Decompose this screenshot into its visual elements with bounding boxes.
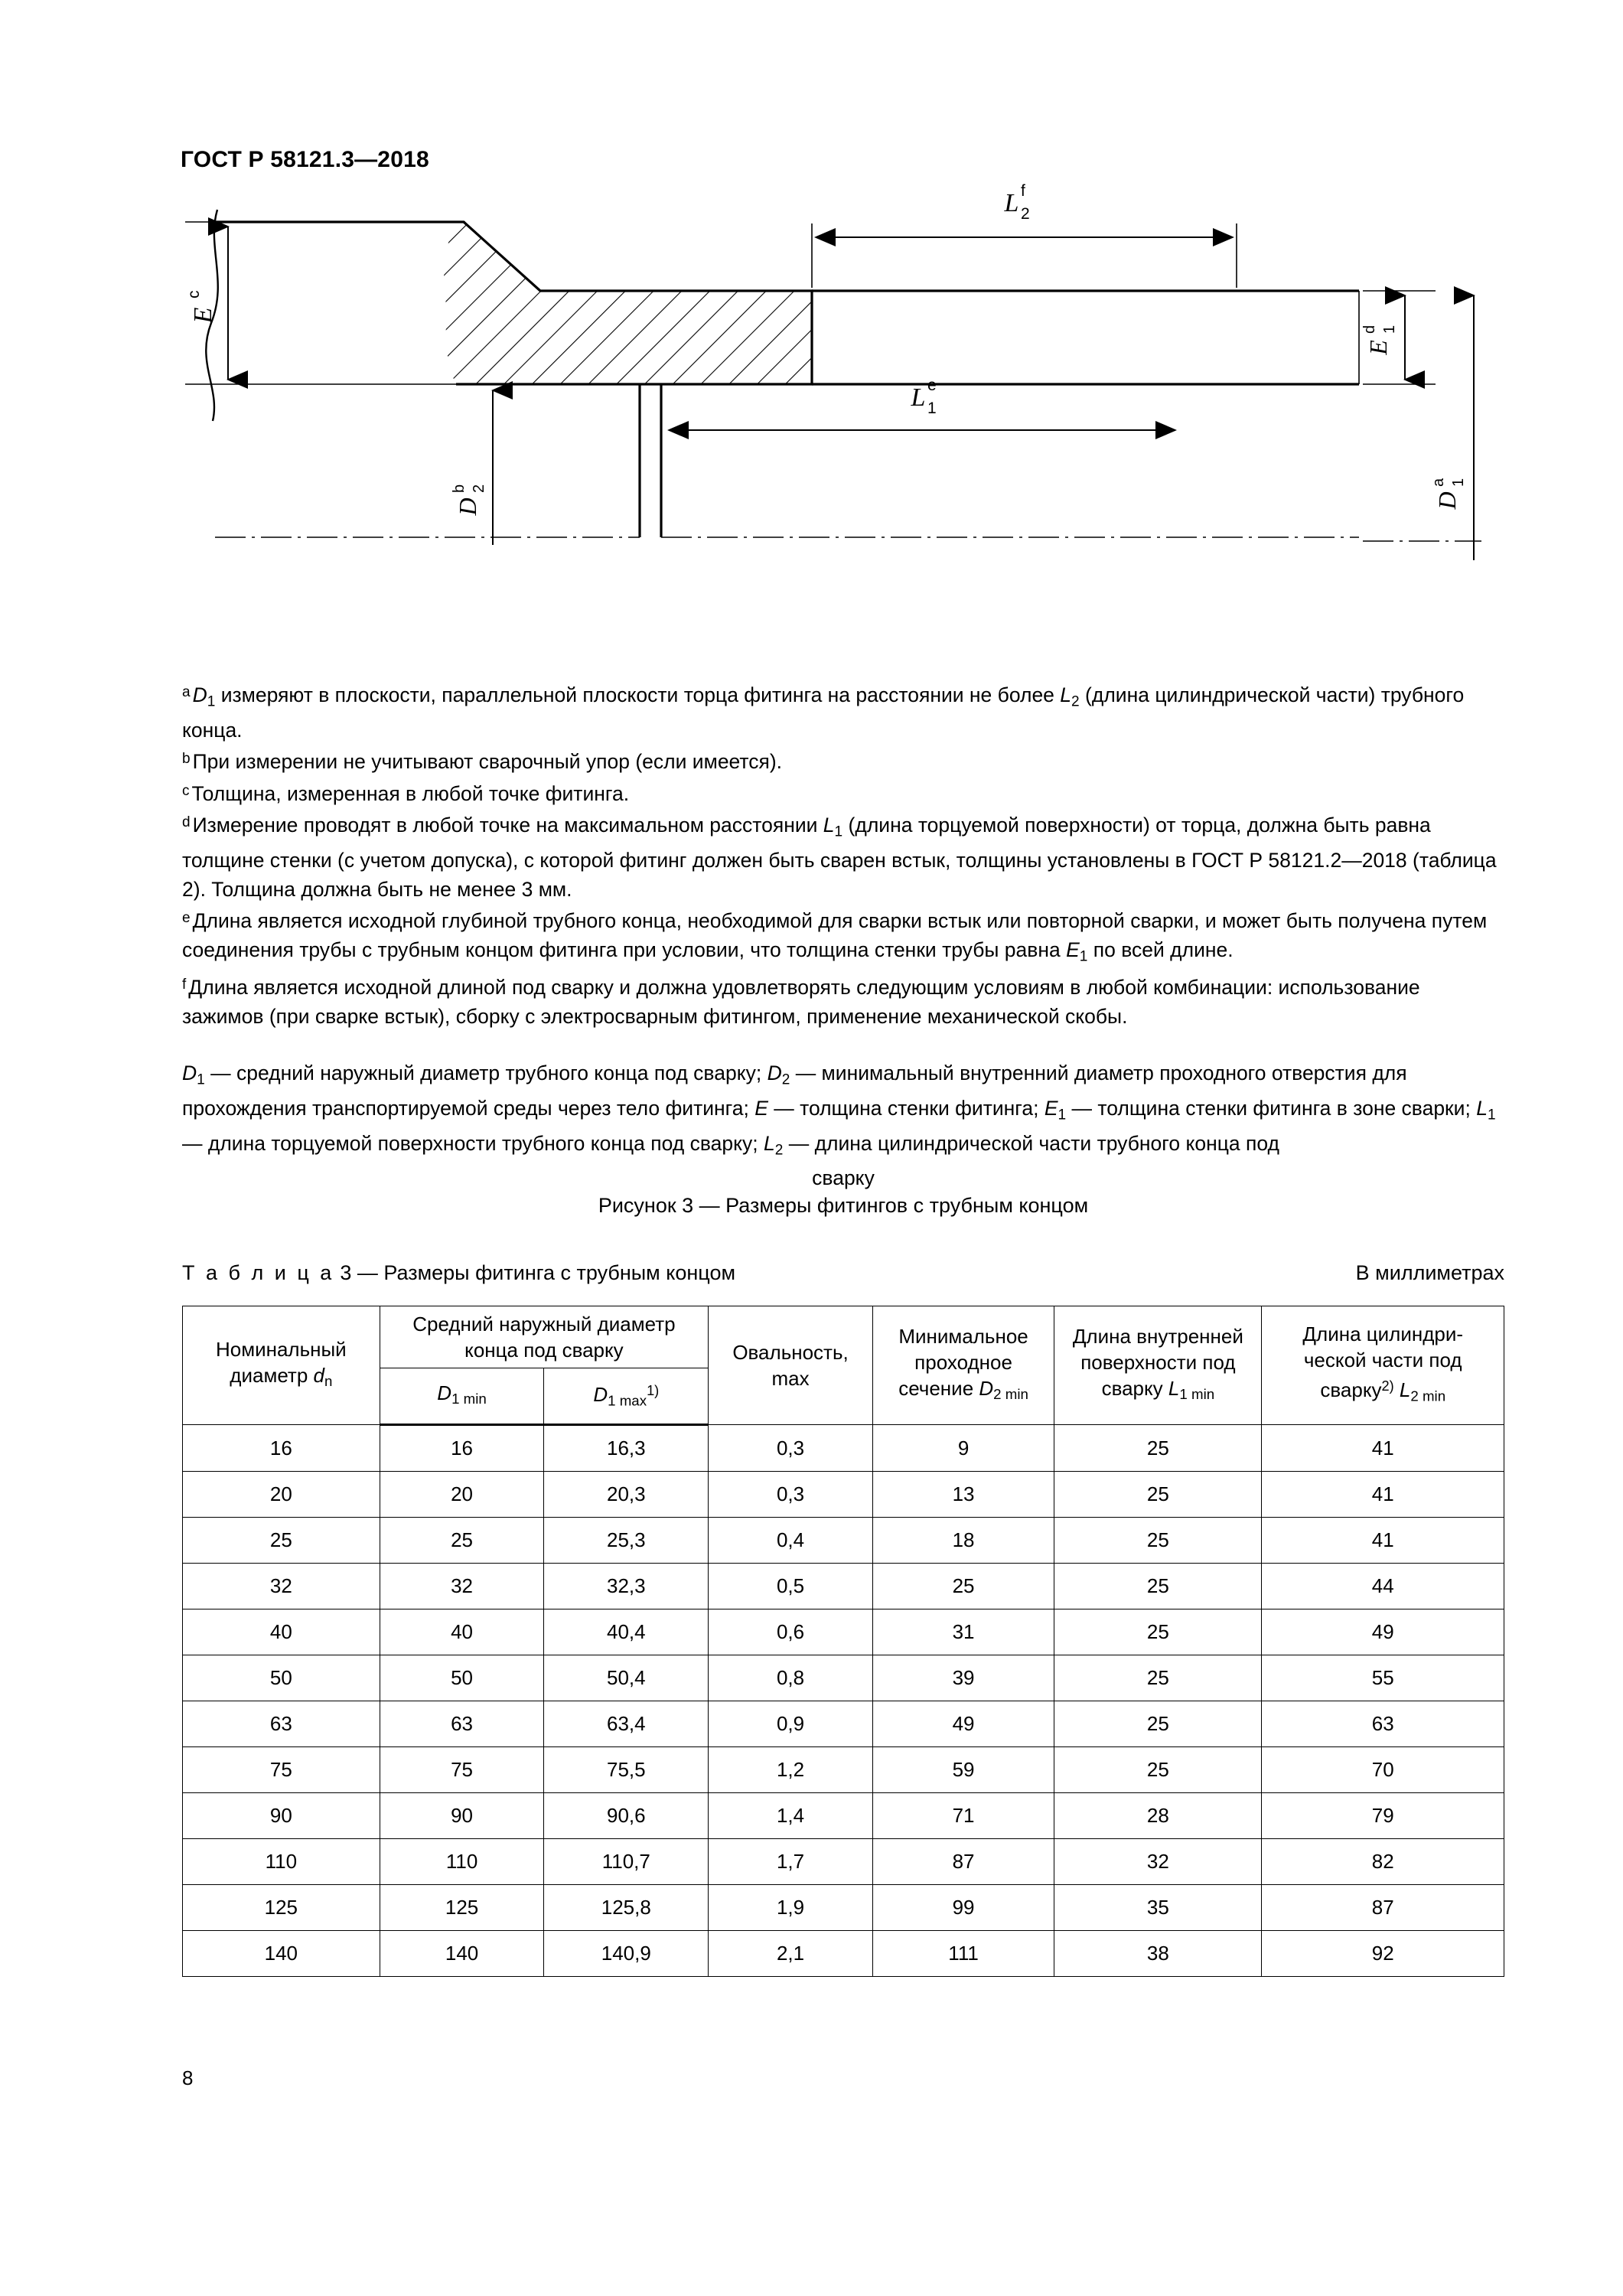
footnote-e xyxy=(182,904,1504,970)
table-cell: 41 xyxy=(1262,1518,1504,1564)
table-cell: 0,3 xyxy=(709,1472,873,1518)
table-title-text: — Размеры фитинга с трубным концом xyxy=(357,1261,736,1284)
table-row xyxy=(183,1885,1504,1931)
table-cell: 25 xyxy=(380,1518,544,1564)
table-row xyxy=(183,1425,1504,1472)
table-cell: 50,4 xyxy=(544,1655,709,1701)
table-row xyxy=(183,1701,1504,1747)
table-cell: 31 xyxy=(872,1609,1054,1655)
table-cell: 90 xyxy=(380,1793,544,1839)
table-cell: 39 xyxy=(872,1655,1054,1701)
table-cell: 87 xyxy=(872,1839,1054,1885)
col-header-ovality xyxy=(709,1306,873,1425)
dimension-label-E1 xyxy=(1361,325,1398,356)
svg-text:E: E xyxy=(1364,340,1392,355)
table-cell: 63,4 xyxy=(544,1701,709,1747)
col-header-cyl-line2: ческой части под xyxy=(1303,1349,1462,1372)
footnote-text-d: Измерение проводят в любой точке на максимальном расстоянии $L_1$ (длина торцуемой поверхности) от торца, должна быть равна толщине стенки (с учетом допуска), с которой фитинг должен быть сварен встык, толщины установлены в ГОСТ Р 58121.2—2018 (таблица 2). Толщина должна быть не менее 3 мм. xyxy=(182,814,1497,901)
table-cell: 28 xyxy=(1054,1793,1262,1839)
table-row xyxy=(183,1655,1504,1701)
table-cell: 110,7 xyxy=(544,1839,709,1885)
table-cell: 140,9 xyxy=(544,1931,709,1977)
table-cell: 75 xyxy=(183,1747,380,1793)
svg-text:e: e xyxy=(927,377,937,394)
table-title-row xyxy=(182,1261,1504,1285)
table-cell: 0,3 xyxy=(709,1425,873,1472)
table-cell: 40,4 xyxy=(544,1609,709,1655)
col-header-cyl-line1: Длина цилиндри- xyxy=(1302,1322,1464,1346)
table-cell: 20,3 xyxy=(544,1472,709,1518)
table-body xyxy=(183,1425,1504,1977)
col-header-avg-outer-diameter xyxy=(380,1306,708,1368)
footnote-a xyxy=(182,678,1504,745)
table-cell: 20 xyxy=(380,1472,544,1518)
footnote-marker-b: b xyxy=(182,751,191,768)
col-header-inner-surface-length xyxy=(1054,1306,1262,1425)
document-header: ГОСТ Р 58121.3—2018 xyxy=(181,147,429,172)
table-row xyxy=(183,1931,1504,1977)
footnote-text-f: Длина является исходной длиной под сварку и должна удовлетворять следующим условиям в любой комбинации: использование зажимов (при сварке встык), сборку с электросварным фитингом, применение механической скобы. xyxy=(182,976,1420,1028)
table-cell: 125 xyxy=(183,1885,380,1931)
table-cell: 63 xyxy=(380,1701,544,1747)
table-cell: 25 xyxy=(872,1564,1054,1609)
table-units-note: В миллиметрах xyxy=(1355,1261,1504,1284)
svg-text:L: L xyxy=(1004,189,1019,217)
table-cell: 140 xyxy=(183,1931,380,1977)
col-header-min-bore xyxy=(872,1306,1054,1425)
table-cell: 16 xyxy=(183,1425,380,1472)
footnote-text-e: Длина является исходной глубиной трубного конца, необходимой для сварки встык или повторной сварки, и может быть получена путем соединения трубы с трубным концом фитинга при условии, что толщина стенки трубы равна $E_1$ по всей длине. xyxy=(182,909,1488,964)
footnote-marker-d: d xyxy=(182,814,191,831)
svg-text:c: c xyxy=(185,290,203,298)
fitting-section-hatching xyxy=(181,201,869,430)
table-cell: 25 xyxy=(1054,1425,1262,1472)
table-cell: 1,9 xyxy=(709,1885,873,1931)
col-header-min-bore-line1: Минимальное xyxy=(898,1324,1028,1348)
footnote-marker-f: f xyxy=(182,977,187,993)
table-cell: 59 xyxy=(872,1747,1054,1793)
table-cell: 70 xyxy=(1262,1747,1504,1793)
table-cell: 63 xyxy=(1262,1701,1504,1747)
table-row xyxy=(183,1564,1504,1609)
table-cell: 41 xyxy=(1262,1425,1504,1472)
col-header-min-bore-line2: проходное xyxy=(914,1350,1012,1374)
table-cell: 2,1 xyxy=(709,1931,873,1977)
table-cell: 75 xyxy=(380,1747,544,1793)
col-header-cylindrical-length xyxy=(1262,1306,1504,1425)
footnote-f xyxy=(182,970,1504,1031)
footnote-marker-e: e xyxy=(182,910,191,927)
table-cell: 87 xyxy=(1262,1885,1504,1931)
table-cell: 50 xyxy=(380,1655,544,1701)
table-cell: 35 xyxy=(1054,1885,1262,1931)
footnote-text-c: Толщина, измеренная в любой точке фитинга. xyxy=(191,781,630,805)
table-row xyxy=(183,1747,1504,1793)
svg-text:2: 2 xyxy=(471,484,487,493)
table-cell: 40 xyxy=(183,1609,380,1655)
table-cell: 25 xyxy=(183,1518,380,1564)
table-cell: 92 xyxy=(1262,1931,1504,1977)
col-header-nominal-diameter xyxy=(183,1306,380,1425)
col-header-min-bore-line3: сечение $D_{2 min}$ xyxy=(898,1376,1028,1403)
table-cell: 25 xyxy=(1054,1747,1262,1793)
svg-text:b: b xyxy=(451,484,468,493)
table-cell: 1,2 xyxy=(709,1747,873,1793)
table-row xyxy=(183,1609,1504,1655)
table-cell: 0,5 xyxy=(709,1564,873,1609)
table-cell: 0,9 xyxy=(709,1701,873,1747)
table-cell: 13 xyxy=(872,1472,1054,1518)
table-cell: 90,6 xyxy=(544,1793,709,1839)
table-cell: 32 xyxy=(1054,1839,1262,1885)
dimension-label-D2 xyxy=(451,484,487,517)
table-row xyxy=(183,1472,1504,1518)
table-cell: 44 xyxy=(1262,1564,1504,1609)
table-cell: 0,8 xyxy=(709,1655,873,1701)
table-cell: 49 xyxy=(872,1701,1054,1747)
figure-footnotes xyxy=(182,678,1504,1031)
table-cell: 9 xyxy=(872,1425,1054,1472)
svg-text:D: D xyxy=(454,497,481,516)
table-cell: 110 xyxy=(380,1839,544,1885)
table-cell: 55 xyxy=(1262,1655,1504,1701)
table-cell: 25 xyxy=(1054,1655,1262,1701)
table-cell: 20 xyxy=(183,1472,380,1518)
table-cell: 41 xyxy=(1262,1472,1504,1518)
svg-text:d: d xyxy=(1361,325,1378,334)
footnote-b xyxy=(182,745,1504,777)
svg-text:1: 1 xyxy=(927,400,937,417)
table-cell: 25 xyxy=(1054,1472,1262,1518)
table-row xyxy=(183,1793,1504,1839)
table-cell: 38 xyxy=(1054,1931,1262,1977)
col-header-avg-outer-line2: конца под сварку xyxy=(464,1339,624,1362)
table-cell: 50 xyxy=(183,1655,380,1701)
table-cell: 0,6 xyxy=(709,1609,873,1655)
col-header-d1-max: $D_{1 max}^{1)}$ xyxy=(544,1368,709,1425)
table-cell: 0,4 xyxy=(709,1518,873,1564)
table-cell: 79 xyxy=(1262,1793,1504,1839)
table-row xyxy=(183,1839,1504,1885)
svg-text:f: f xyxy=(1021,182,1025,200)
col-header-ovality-line1: Овальность, xyxy=(732,1341,849,1364)
table-cell: 25 xyxy=(1054,1518,1262,1564)
dimension-label-L2 xyxy=(1004,182,1030,223)
svg-text:2: 2 xyxy=(1021,205,1030,223)
table-cell: 75,5 xyxy=(544,1747,709,1793)
dimension-label-D1 xyxy=(1430,478,1467,510)
page-number: 8 xyxy=(182,2066,194,2089)
svg-text:D: D xyxy=(1433,491,1461,510)
table-cell: 25 xyxy=(1054,1564,1262,1609)
table-cell: 25 xyxy=(1054,1609,1262,1655)
svg-text:L: L xyxy=(911,383,926,412)
col-header-inner-line1: Длина внутренней xyxy=(1072,1324,1243,1348)
col-header-nominal-line1: Номинальный xyxy=(215,1337,347,1361)
table-cell: 1,4 xyxy=(709,1793,873,1839)
table-title-number: 3 xyxy=(340,1261,352,1284)
table-cell: 40 xyxy=(380,1609,544,1655)
svg-text:E: E xyxy=(189,307,217,324)
table-row xyxy=(183,1518,1504,1564)
table-cell: 18 xyxy=(872,1518,1054,1564)
col-header-ovality-line2: max xyxy=(771,1367,810,1390)
table-cell: 16,3 xyxy=(544,1425,709,1472)
col-header-inner-line2: поверхности под xyxy=(1080,1350,1236,1374)
table-cell: 99 xyxy=(872,1885,1054,1931)
footnote-marker-c: c xyxy=(182,782,190,799)
table-cell: 32 xyxy=(380,1564,544,1609)
table-title xyxy=(182,1261,735,1285)
table-cell: 111 xyxy=(872,1931,1054,1977)
table-cell: 32,3 xyxy=(544,1564,709,1609)
dimension-label-E xyxy=(185,291,217,325)
table-cell: 49 xyxy=(1262,1609,1504,1655)
table-cell: 125 xyxy=(380,1885,544,1931)
table-cell: 16 xyxy=(380,1425,544,1472)
col-header-nominal-line2: диаметр $d_n$ xyxy=(230,1363,333,1390)
table-header-row-top xyxy=(183,1306,1504,1368)
table-cell: 32 xyxy=(183,1564,380,1609)
footnote-text-a: $D_1$ измеряют в плоскости, параллельной плоскости торца фитинга на расстоянии не более $L_2$ (длина цилиндрической части) трубного конца. xyxy=(182,683,1465,742)
table-title-prefix: Т а б л и ц а xyxy=(182,1261,334,1284)
table-cell: 90 xyxy=(183,1793,380,1839)
table-cell: 63 xyxy=(183,1701,380,1747)
symbol-legend-lastline: сварку xyxy=(812,1166,875,1190)
table-cell: 125,8 xyxy=(544,1885,709,1931)
dimensions-table-wrapper xyxy=(182,1306,1504,1977)
table-cell: 110 xyxy=(183,1839,380,1885)
footnote-d xyxy=(182,808,1504,904)
footnote-marker-a: a xyxy=(182,684,191,700)
footnote-text-b: При измерении не учитывают сварочный упор (если имеется). xyxy=(192,750,783,774)
dimension-label-L1 xyxy=(911,377,937,417)
svg-text:1: 1 xyxy=(1381,325,1398,334)
dimensions-table xyxy=(182,1306,1504,1977)
table-cell: 82 xyxy=(1262,1839,1504,1885)
svg-text:a: a xyxy=(1430,478,1447,487)
figure-caption: Рисунок 3 — Размеры фитингов с трубным концом xyxy=(598,1194,1089,1217)
symbol-legend xyxy=(182,1059,1504,1193)
svg-text:1: 1 xyxy=(1450,478,1467,487)
col-header-avg-outer-line1: Средний наружный диаметр xyxy=(412,1313,676,1336)
table-cell: 1,7 xyxy=(709,1839,873,1885)
col-header-cyl-line3: сварку$^{2)}$ $L_{2 min}$ xyxy=(1320,1378,1446,1404)
table-cell: 25 xyxy=(1054,1701,1262,1747)
table-head xyxy=(183,1306,1504,1425)
col-header-inner-line3: сварку $L_{1 min}$ xyxy=(1101,1376,1215,1403)
table-cell: 140 xyxy=(380,1931,544,1977)
table-cell: 25,3 xyxy=(544,1518,709,1564)
footnote-c xyxy=(182,777,1504,809)
table-cell: 71 xyxy=(872,1793,1054,1839)
col-header-d1-min: $D_{1 min}$ xyxy=(380,1368,544,1425)
technical-drawing-figure xyxy=(181,182,1504,660)
symbol-legend-body: $D_1$ — средний наружный диаметр трубного конца под сварку; $D_2$ — минимальный внутренний диаметр проходного отверстия для прохождения транспортируемой среды через тело фитинга; E — толщина стенки фитинга; $E_1$ — толщина стенки фитинга в зоне сварки; $L_1$ — длина торцуемой поверхности трубного конца под сварку; $L_2$ — длина цилиндрической части трубного конца под xyxy=(182,1062,1496,1158)
